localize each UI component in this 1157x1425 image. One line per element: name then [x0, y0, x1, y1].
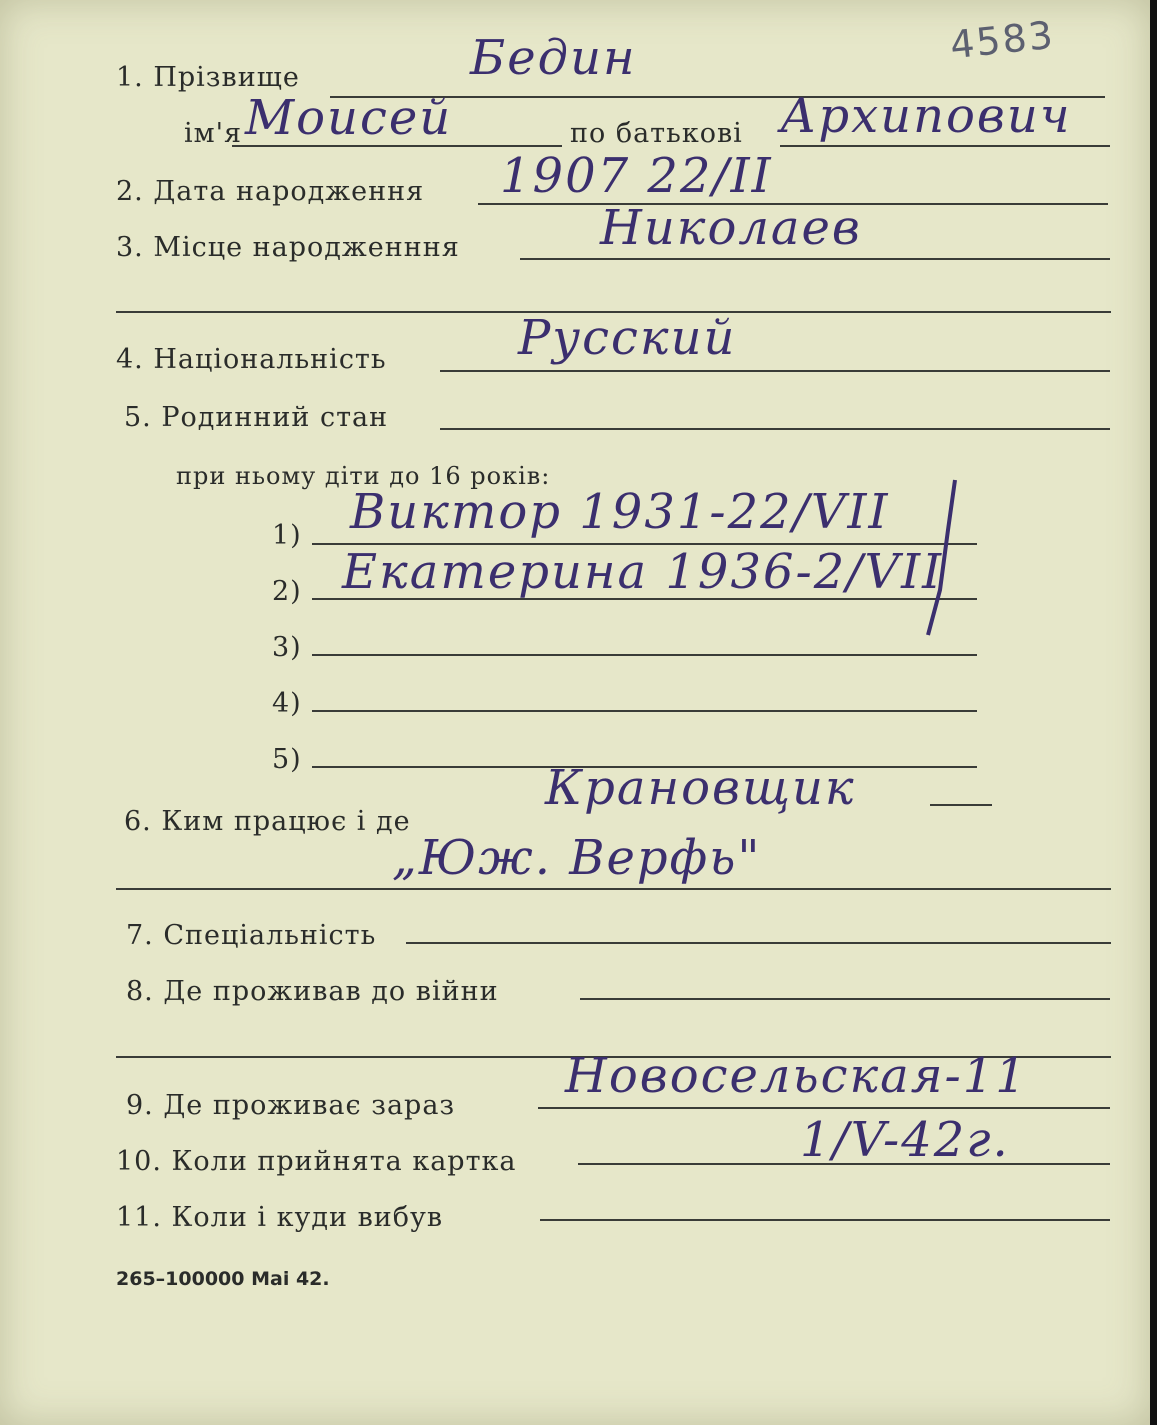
child-3-label: 3): [272, 632, 302, 663]
child-4-line: [312, 710, 977, 712]
archive-number: 4583: [947, 12, 1057, 68]
field-1-surname-value: Бедин: [470, 30, 637, 86]
field-1-surname-label: 1. Прізвище: [116, 62, 300, 93]
field-5-line: [440, 428, 1110, 430]
child-3-line: [312, 654, 977, 656]
field-8-line: [580, 998, 1110, 1000]
field-6-dash-mark: [930, 804, 992, 806]
field-4-line: [440, 370, 1110, 372]
field-9-label: 9. Де проживає зараз: [126, 1090, 456, 1121]
field-10-value: 1/V-42г.: [800, 1112, 1010, 1168]
field-1-name-label: ім'я: [184, 118, 243, 149]
print-run-footer: 265–100000 Mai 42.: [116, 1268, 330, 1290]
field-9-value: Новосельская-11: [565, 1048, 1028, 1104]
field-2-label: 2. Дата народження: [116, 176, 425, 207]
field-4-label: 4. Національність: [116, 344, 387, 375]
field-11-label: 11. Коли і куди вибув: [116, 1202, 444, 1233]
field-11-line: [540, 1219, 1110, 1221]
field-5-label: 5. Родинний стан: [124, 402, 389, 433]
field-1-patronymic-value: Архипович: [780, 88, 1072, 144]
field-3-line: [520, 258, 1110, 260]
field-4-value: Русский: [518, 310, 737, 366]
field-1-patronymic-line: [780, 145, 1110, 147]
child-entry-bracket-mark: [860, 470, 1000, 650]
field-6-label: 6. Ким працює і де: [124, 806, 411, 837]
field-2-value: 1907 22/II: [500, 148, 773, 204]
field-6-line: [116, 888, 1111, 890]
child-2-value: Екатерина 1936-2/VII: [342, 544, 944, 600]
field-7-label: 7. Спеціальність: [126, 920, 377, 951]
field-3-value: Николаев: [600, 200, 862, 256]
field-9-line: [538, 1107, 1110, 1109]
field-7-line: [406, 942, 1111, 944]
field-3-label: 3. Місце народженння: [116, 232, 460, 263]
field-5-children-label: при ньому діти до 16 років:: [176, 462, 551, 490]
field-8-label: 8. Де проживав до війни: [126, 976, 499, 1007]
field-1-name-value: Моисей: [245, 90, 453, 146]
child-4-label: 4): [272, 688, 302, 719]
child-2-label: 2): [272, 576, 302, 607]
child-1-value: Виктор 1931-22/VII: [350, 484, 890, 540]
field-10-label: 10. Коли прийнята картка: [116, 1146, 517, 1177]
child-5-label: 5): [272, 744, 302, 775]
child-1-label: 1): [272, 520, 302, 551]
field-1-patronymic-label: по батькові: [570, 118, 743, 149]
field-6-place-value: „Юж. Верфь": [392, 830, 762, 886]
field-6-occupation-value: Крановщик: [545, 760, 856, 816]
